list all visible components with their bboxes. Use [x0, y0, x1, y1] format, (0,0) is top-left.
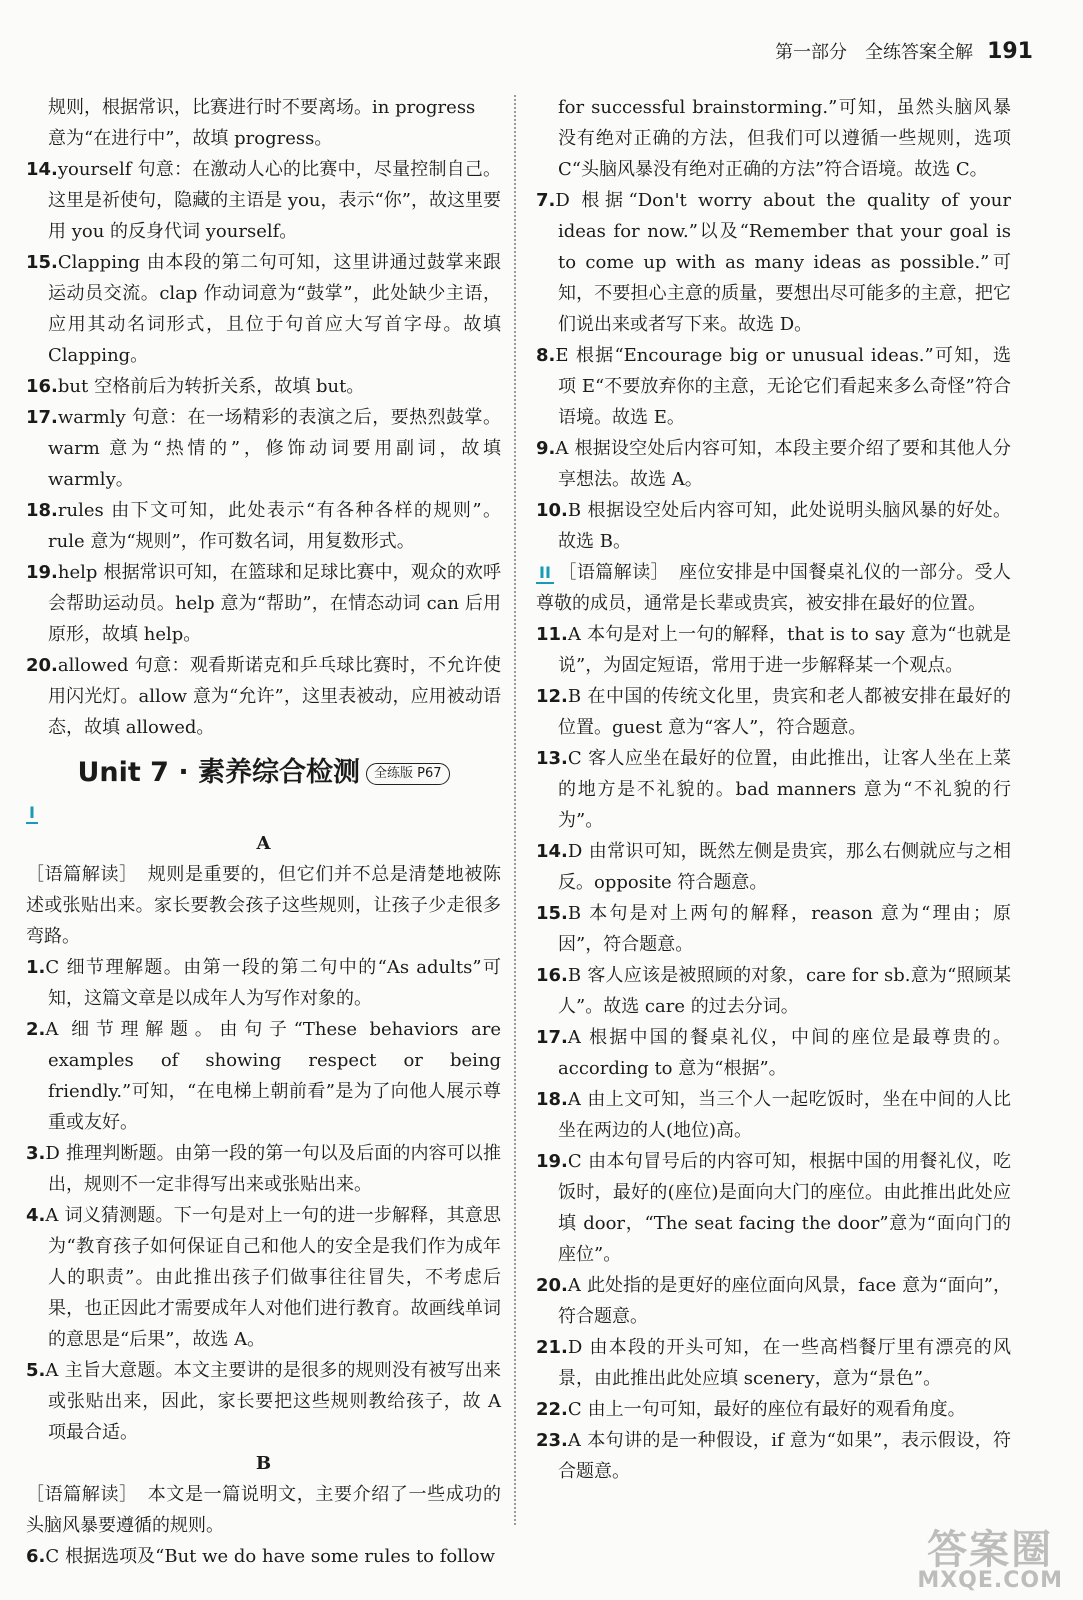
answer-item: 18.A 由上文可知，当三个人一起吃饭时，坐在中间的人比坐在两边的人(地位)高。	[536, 1089, 1011, 1141]
answer-item: 7.D 根据“Don't worry about the quality of your ideas for now.”以及“Remember that your goal is to come up with as many ideas as possible.”可知，不要担心主意的质量，要想出尽可能多的主意，把它们说出来或者写下来。故选 D。	[536, 190, 1011, 335]
section-marker-i: I	[26, 797, 501, 828]
answer-item: 16.but 空格前后为转折关系，故填 but。	[26, 376, 365, 397]
site-watermark: 答案圈 MXQE.COM	[917, 1527, 1063, 1593]
answer-item: 23.A 本句讲的是一种假设，if 意为“如果”，表示假设，符合题意。	[536, 1430, 1011, 1482]
answer-item: 10.B 根据设空处后内容可知，此处说明头脑风暴的好处。故选 B。	[536, 500, 1011, 552]
answer-continuation: 规则，根据常识，比赛进行时不要离场。in progress 意为“在进行中”，故填 progress。	[48, 97, 476, 149]
answer-item: 17.warmly 句意：在一场精彩的表演之后，要热烈鼓掌。warm 意为“热情的”，修饰动词要用副词，故填 warmly。	[26, 407, 501, 490]
answer-item: 2.A 细节理解题。由句子“These behaviors are examples of showing respect or being friendly.”可知，“在电梯上朝前看”是为了向他人展示尊重或友好。	[26, 1019, 501, 1133]
part-a-heading: A	[256, 833, 271, 854]
answer-item: 4.A 词义猜测题。下一句是对上一句的进一步解释，其意思为“教育孩子如何保证自己和他人的安全是我们作为成年人的职责”。由此推出孩子们做事往往冒失，不考虑后果，也正因此才需要成年人对他们进行教育。故画线单词的意思是“后果”，故选 A。	[26, 1205, 501, 1350]
answer-item: 8.E 根据“Encourage big or unusual ideas.”可知，选项 E“不要放弃你的主意，无论它们看起来多么奇怪”符合语境。故选 E。	[536, 345, 1011, 428]
reading-summary-a: ［语篇解读］ 规则是重要的，但它们并不总是清楚地被陈述或张贴出来。家长要教会孩子这些规则，让孩子少走很多弯路。	[26, 864, 501, 947]
reading-summary-ii: II ［语篇解读］ 座位安排是中国餐桌礼仪的一部分。受人尊敬的成员，通常是长辈或贵宾，被安排在最好的位置。	[536, 562, 1012, 614]
left-column	[26, 92, 501, 1572]
part-b-heading: B	[255, 1453, 272, 1474]
answer-item: 19.C 由本句冒号后的内容可知，根据中国的用餐礼仪，吃饭时，最好的(座位)是面向大门的座位。由此推出此处应填 door，“The seat facing the door”意为“面向门的座位”。	[536, 1151, 1011, 1265]
answer-item: 15.B 本句是对上两句的解释，reason 意为“理由；原因”，符合题意。	[536, 903, 1011, 955]
section-marker-ii: II	[536, 564, 554, 584]
answer-item: 19.help 根据常识可知，在篮球和足球比赛中，观众的欢呼会帮助运动员。help 意为“帮助”，在情态动词 can 后用原形，故填 help。	[26, 562, 501, 645]
answer-item: 6.C 根据选项及“But we do have some rules to follow	[26, 1546, 495, 1567]
unit-title: Unit 7 · 素养综合检测 全练版 P67	[26, 753, 501, 793]
answer-item: 14.yourself 句意：在激动人心的比赛中，尽量控制自己。这里是祈使句，隐藏的主语是 you，表示“你”，故这里要用 you 的反身代词 yourself。	[26, 159, 501, 242]
answer-item: 14.D 由常识可知，既然左侧是贵宾，那么右侧就应与之相反。opposite 符合题意。	[536, 841, 1011, 893]
answer-item: 18.rules 由下文可知，此处表示“有各种各样的规则”。rule 意为“规则”，作可数名词，用复数形式。	[26, 500, 501, 552]
answer-item: 13.C 客人应坐在最好的位置，由此推出，让客人坐在上菜的地方是不礼貌的。bad manners 意为“不礼貌的行为”。	[536, 748, 1011, 831]
answer-item: 17.A 根据中国的餐桌礼仪，中间的座位是最尊贵的。according to 意为“根据”。	[536, 1027, 1011, 1079]
answer-item: 15.Clapping 由本段的第二句可知，这里讲通过鼓掌来跟运动员交流。clap 作动词意为“鼓掌”，此处缺少主语，应用其动名词形式，且位于句首应大写首字母。故填 Clapping。	[26, 252, 501, 366]
page-header	[775, 38, 1033, 64]
reading-summary-b: ［语篇解读］ 本文是一篇说明文，主要介绍了一些成功的头脑风暴要遵循的规则。	[26, 1484, 501, 1536]
answer-continuation: for successful brainstorming.”可知，虽然头脑风暴没有绝对正确的方法，但我们可以遵循一些规则，选项 C“头脑风暴没有绝对正确的方法”符合语境。故选 C。	[558, 97, 1011, 180]
answer-item: 11.A 本句是对上一句的解释，that is to say 意为“也就是说”，为固定短语，常用于进一步解释某一个观点。	[536, 624, 1011, 676]
header-section-title: 第一部分 全练答案全解	[775, 42, 974, 63]
column-divider	[514, 95, 516, 1525]
answer-item: 9.A 根据设空处后内容可知，本段主要介绍了要和其他人分享想法。故选 A。	[536, 438, 1011, 490]
answer-item: 20.allowed 句意：观看斯诺克和乒乓球比赛时，不允许使用闪光灯。allow 意为“允许”，这里表被动，应用被动语态，故填 allowed。	[26, 655, 501, 738]
answer-item: 22.C 由上一句可知，最好的座位有最好的观看角度。	[536, 1399, 966, 1420]
answer-item: 21.D 由本段的开头可知，在一些高档餐厅里有漂亮的风景，由此推出此处应填 scenery，意为“景色”。	[536, 1337, 1011, 1389]
unit-badge: 全练版 P67	[366, 763, 450, 785]
answer-item: 12.B 在中国的传统文化里，贵宾和老人都被安排在最好的位置。guest 意为“客人”，符合题意。	[536, 686, 1011, 738]
answer-item: 16.B 客人应该是被照顾的对象，care for sb.意为“照顾某人”。故选 care 的过去分词。	[536, 965, 1011, 1017]
answer-item: 5.A 主旨大意题。本文主要讲的是很多的规则没有被写出来或张贴出来，因此，家长要把这些规则教给孩子，故 A 项最合适。	[26, 1360, 501, 1443]
answer-item: 1.C 细节理解题。由第一段的第二句中的“As adults”可知，这篇文章是以成年人为写作对象的。	[26, 957, 501, 1009]
page-number: 191	[987, 39, 1033, 64]
answer-item: 3.D 推理判断题。由第一段的第一句以及后面的内容可以推出，规则不一定非得写出来或张贴出来。	[26, 1143, 501, 1195]
right-column	[536, 92, 1011, 1487]
answer-item: 20.A 此处指的是更好的座位面向风景，face 意为“面向”，符合题意。	[536, 1275, 1011, 1327]
